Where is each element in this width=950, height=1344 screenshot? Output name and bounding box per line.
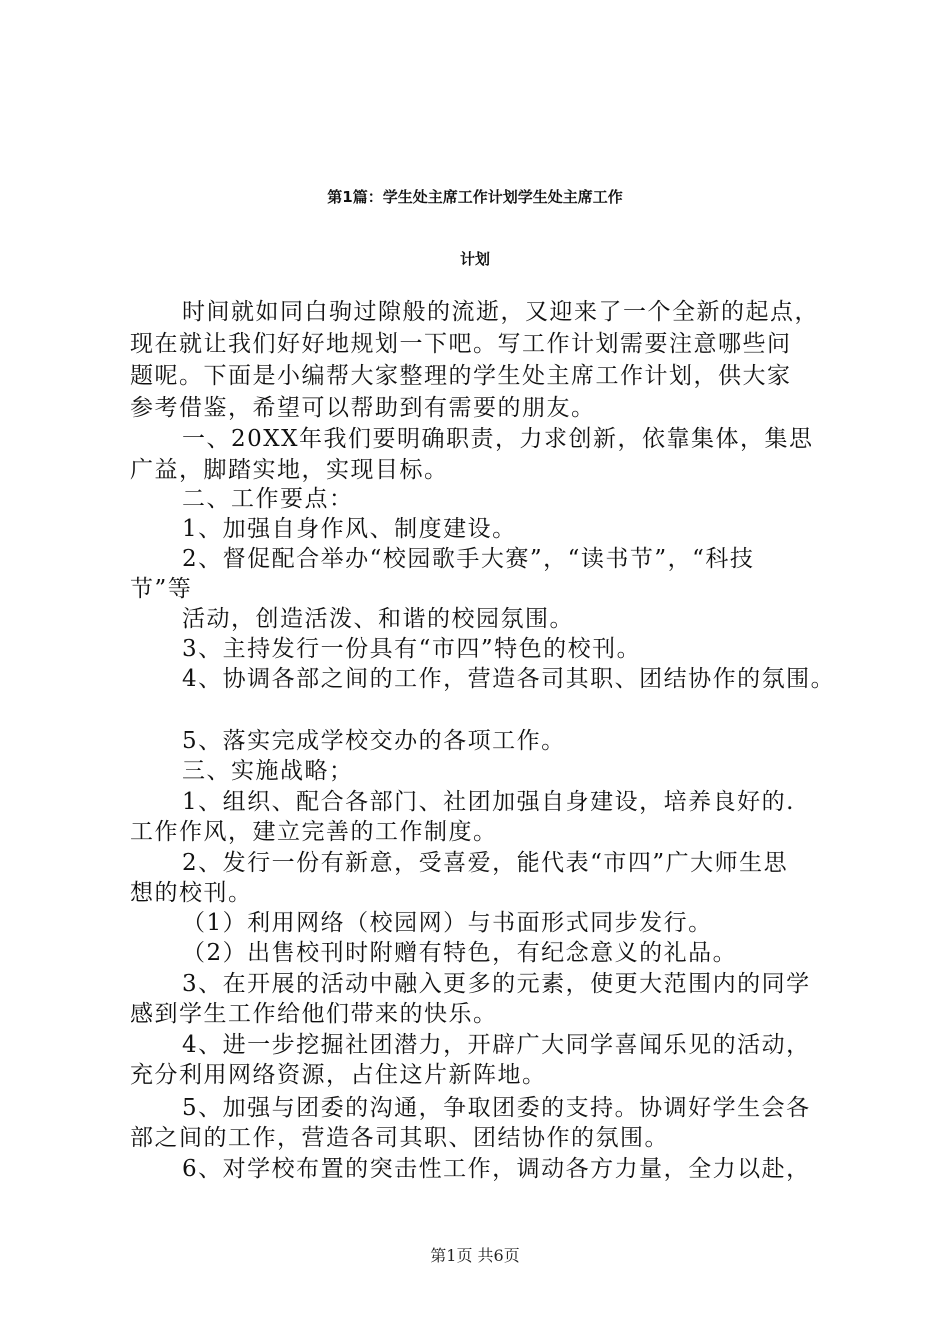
body-line: 现在就让我们好好地规划一下吧。写工作计划需要注意哪些问: [130, 331, 792, 357]
body-line: 5、加强与团委的沟通，争取团委的支持。协调好学生会各: [182, 1095, 811, 1121]
body-line: 广益，脚踏实地，实现目标。: [130, 457, 449, 483]
body-line: 三、实施战略；: [182, 758, 354, 784]
body-line: 3、在开展的活动中融入更多的元素，使更大范围内的同学: [182, 971, 811, 997]
body-line: 3、主持发行一份具有“市四”特色的校刊。: [182, 636, 642, 662]
body-line: 5、落实完成学校交办的各项工作。: [182, 728, 566, 754]
body-line: 1、组织、配合各部门、社团加强自身建设，培养良好的.: [182, 789, 795, 815]
page-footer: 第1页 共6页: [430, 1246, 520, 1265]
body-line: 参考借鉴，希望可以帮助到有需要的朋友。: [130, 395, 596, 421]
body-line: 4、进一步挖掘社团潜力，开辟广大同学喜闻乐见的活动，: [182, 1032, 811, 1058]
body-line: 2、督促配合举办“校园歌手大赛”，“读书节”，“科技: [182, 546, 755, 572]
body-line: 想的校刊。: [130, 880, 253, 906]
body-line: 部之间的工作，营造各司其职、团结协作的氛围。: [130, 1125, 669, 1151]
body-line: 活动，创造活泼、和谐的校园氛围。: [182, 606, 574, 632]
body-line: 1、加强自身作风、制度建设。: [182, 516, 517, 542]
body-line: 工作作风，建立完善的工作制度。: [130, 819, 498, 845]
document-title-line-2: 计划: [459, 250, 490, 268]
document-title-line-1: 第1篇：学生处主席工作计划学生处主席工作: [327, 188, 623, 206]
body-line: 6、对学校布置的突击性工作，调动各方力量，全力以赴，: [182, 1156, 811, 1182]
body-line: （1）利用网络（校园网）与书面形式同步发行。: [182, 910, 713, 936]
body-line: 4、协调各部之间的工作，营造各司其职、团结协作的氛围。: [182, 666, 836, 692]
body-line: 节”等: [130, 576, 193, 602]
body-line: （2）出售校刊时附赠有特色，有纪念意义的礼品。: [182, 940, 738, 966]
body-line: 2、发行一份有新意，受喜爱，能代表“市四”广大师生思: [182, 850, 789, 876]
body-line: 感到学生工作给他们带来的快乐。: [130, 1001, 498, 1027]
body-line: 二、工作要点：: [182, 486, 354, 512]
body-line: 一、20XX年我们要明确职责，力求创新，依靠集体，集思: [182, 426, 814, 452]
body-line: 题呢。下面是小编帮大家整理的学生处主席工作计划，供大家: [130, 363, 792, 389]
body-line: 充分利用网络资源，占住这片新阵地。: [130, 1062, 547, 1088]
body-line: 时间就如同白驹过隙般的流逝，又迎来了一个全新的起点，: [182, 299, 819, 325]
